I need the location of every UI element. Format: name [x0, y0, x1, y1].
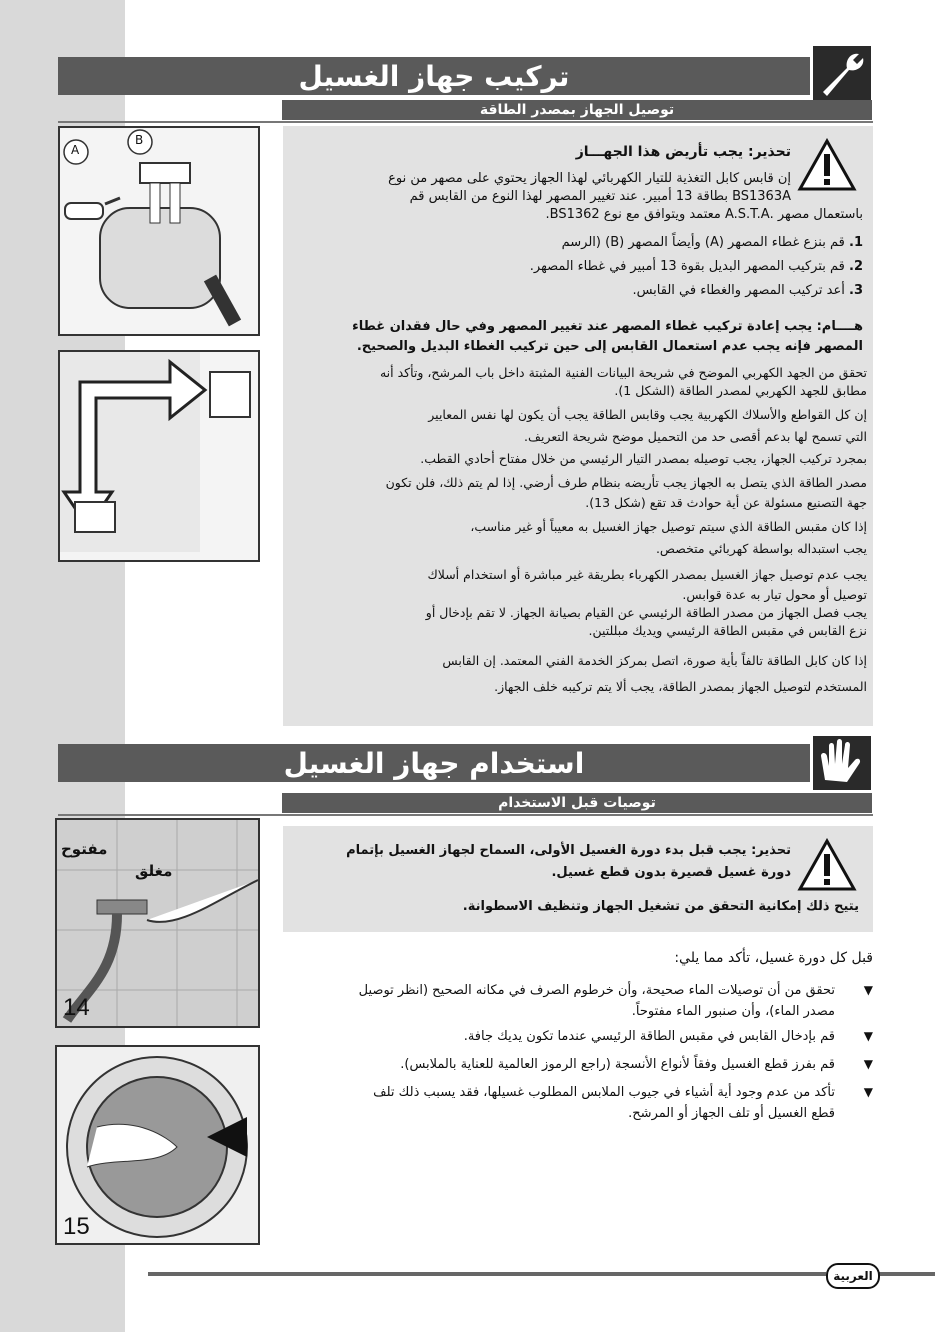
- checklist-item-1: [283, 980, 873, 1022]
- section1-subtitle-text: توصيل الجهاز بمصدر الطاقة: [479, 102, 675, 118]
- para-line-2: مطابق للجهد الكهربي لمصدر الطاقة (الشكل 1).: [614, 383, 867, 398]
- section1-title: [58, 57, 810, 95]
- para-line-12: يجب فصل الجهاز من مصدر الطاقة الرئيسي عن القيام بصيانة الجهاز. لا تقم بإدخال أو: [425, 605, 867, 620]
- checklist-bullet-icon-2: ▼: [863, 1029, 873, 1043]
- step-3-num: 3.: [849, 283, 863, 298]
- checklist-item-2-line-1: قم بإدخال القابس في مقبس الطاقة الرئيسي عندما تكون يديك جافة.: [463, 1029, 835, 1044]
- step-1-text: قم بنزع غطاء المصهر (A) وأيضاً المصهر (B) (الرسم: [561, 235, 845, 250]
- para-line-9: يجب استبداله بواسطة كهربائي متخصص.: [655, 541, 867, 556]
- step-2: [293, 256, 863, 277]
- tap-open-label: مفتوح: [61, 840, 108, 858]
- section1-subtitle: [282, 100, 872, 120]
- section1-rule: [58, 121, 873, 123]
- figure-14-number: 14: [63, 994, 90, 1021]
- section1-title-text: تركيب جهاز الغسيل: [298, 59, 570, 93]
- checklist-item-3-line-1: قم بفرز قطع الغسيل وفقاً لأنواع الأنسجة (راجع الرموز العالمية للعناية بالملابس).: [400, 1057, 835, 1072]
- checklist-item-1-line-2: مصدر الماء)، وأن صنبور الماء مفتوحاً.: [631, 1004, 835, 1019]
- checklist-item-4-line-2: قطع الغسيل أو تلف الجهاز أو المرشح.: [628, 1106, 835, 1121]
- warning-triangle-icon-2: [797, 838, 857, 897]
- para-line-15: المستخدم لتوصيل الجهاز بمصدر الطاقة، يجب ألا يتم تركيبه خلف الجهاز.: [494, 679, 867, 694]
- step-3-text: أعد تركيب المصهر والغطاء في القابس.: [632, 283, 845, 298]
- step-1-num: 1.: [849, 235, 863, 250]
- first-use-warning-line-3: يتيح ذلك إمكانية التحقق من تشغيل الجهاز وتنظيف الاسطوانة.: [462, 899, 859, 914]
- checklist-bullet-icon-1: ▼: [863, 983, 873, 997]
- warning-triangle-icon: [797, 138, 857, 197]
- checklist-item-4: [283, 1082, 873, 1124]
- hand-icon: [813, 736, 871, 790]
- para-line-1: تحقق من الجهد الكهربي الموضح في شريحة البيانات الفنية المثبتة داخل باب المرشح، وتأكد أنه: [379, 365, 867, 380]
- step-3: [293, 280, 863, 301]
- door-figure: [55, 1045, 260, 1245]
- para-line-11: توصيل أو محول تيار به عدة قوابس.: [682, 587, 867, 602]
- plug-fuse-figure: [58, 126, 260, 336]
- first-use-warning-line-1: تحذير: يجب قبل بدء دورة الغسيل الأولى، السماح لجهاز الغسيل بإتمام: [346, 843, 791, 858]
- language-badge-text: العربية: [833, 1269, 873, 1283]
- first-use-warning-line-2: دورة غسيل قصيرة بدون قطع غسيل.: [551, 865, 791, 880]
- para-line-10: يجب عدم توصيل جهاز الغسيل بمصدر الكهرباء بطريقة غير مباشرة أو استخدام أسلاك: [427, 567, 867, 582]
- socket-connection-figure: [58, 350, 260, 562]
- electrical-warning-panel: [283, 126, 873, 726]
- fig-label-a: A: [71, 143, 80, 157]
- warning-line-2: BS1363A بطاقة 13 أمبير. عند تغيير المصهر لهذا النوع من القابس قم: [409, 189, 791, 204]
- first-use-warning-panel: [283, 826, 873, 932]
- checklist-bullet-icon-4: ▼: [863, 1085, 873, 1099]
- section2-subtitle-text: توصيات قبل الاستخدام: [498, 795, 656, 811]
- figure-15-number: 15: [63, 1213, 90, 1240]
- fig-label-b: B: [135, 133, 144, 147]
- checklist-intro: قبل كل دورة غسيل، تأكد مما يلي:: [674, 950, 873, 966]
- para-line-8: إذا كان مقبس الطاقة الذي سيتم توصيل جهاز الغسيل به معيباً أو غير مناسب،: [470, 519, 867, 534]
- section2-title: [58, 744, 810, 782]
- language-badge: [826, 1263, 880, 1289]
- para-line-14: إذا كان كابل الطاقة تالفاً بأية صورة، اتصل بمركز الخدمة الفني المعتمد. إن القابس: [442, 653, 867, 668]
- para-line-5: بمجرد تركيب الجهاز، يجب توصيله بمصدر التيار الرئيسي من خلال مفتاح أحادي القطب.: [420, 451, 867, 466]
- section2-subtitle: [282, 793, 872, 813]
- checklist-item-1-line-1: تحقق من أن توصيلات الماء صحيحة، وأن خرطوم الصرف في مكانه الصحيح (انظر توصيل: [358, 983, 835, 998]
- step-2-text: قم بتركيب المصهر البديل بقوة 13 أمبير في غطاء المصهر.: [529, 259, 845, 274]
- step-2-num: 2.: [849, 259, 863, 274]
- checklist-item-2: [283, 1026, 873, 1047]
- checklist-bullet-icon-3: ▼: [863, 1057, 873, 1071]
- para-line-6: مصدر الطاقة الذي يتصل به الجهاز يجب تأريضه بنظام طرف أرضي. إذا لم يتم ذلك، فلن تكون: [385, 475, 867, 490]
- caution-line-1: هــــام: يجب إعادة تركيب غطاء المصهر عند تغيير المصهر وفي حال فقدان غطاء: [352, 319, 863, 334]
- warning-title: تحذير: يجب تأريض هذا الجهـــاز: [575, 144, 791, 160]
- tap-closed-label: مغلق: [135, 862, 173, 880]
- footer-rule-right: [878, 1272, 935, 1276]
- para-line-3: إن كل القواطع والأسلاك الكهربية يجب وقابس الطاقة يجب أن يكون لها نفس المعايير: [428, 407, 867, 422]
- section2-rule: [58, 814, 873, 816]
- warning-line-1: إن قابس كابل التغذية للتيار الكهربائي لهذا الجهاز يحتوي على مصهر من نوع: [388, 171, 791, 186]
- tap-figure: [55, 818, 260, 1028]
- checklist-item-3: [283, 1054, 873, 1075]
- wrench-icon: [813, 46, 871, 102]
- footer-rule: [148, 1272, 826, 1276]
- para-line-4: التي تسمح لها بدعم أقصى حد من التحميل موضح شريحة التعريف.: [524, 429, 867, 444]
- checklist-item-4-line-1: تأكد من عدم وجود أية أشياء في جيوب الملابس المطلوب غسيلها، فقد يسبب ذلك تلف: [373, 1085, 835, 1100]
- para-line-7: جهة التصنيع مسئولة عن أية حوادث قد تقع (شكل 13).: [585, 495, 867, 510]
- section2-title-text: استخدام جهاز الغسيل: [283, 746, 585, 780]
- caution-line-2: المصهر فإنه يجب عدم استعمال القابس إلى حين تركيب الغطاء البديل والصحيح.: [356, 339, 863, 354]
- para-line-13: نزع القابس في مقبس الطاقة الرئيسي ويديك مبللتين.: [588, 623, 867, 638]
- warning-line-3: باستعمال مصهر .A.S.T.A معتمد ويتوافق مع نوع BS1362.: [545, 207, 863, 222]
- step-1: [293, 232, 863, 253]
